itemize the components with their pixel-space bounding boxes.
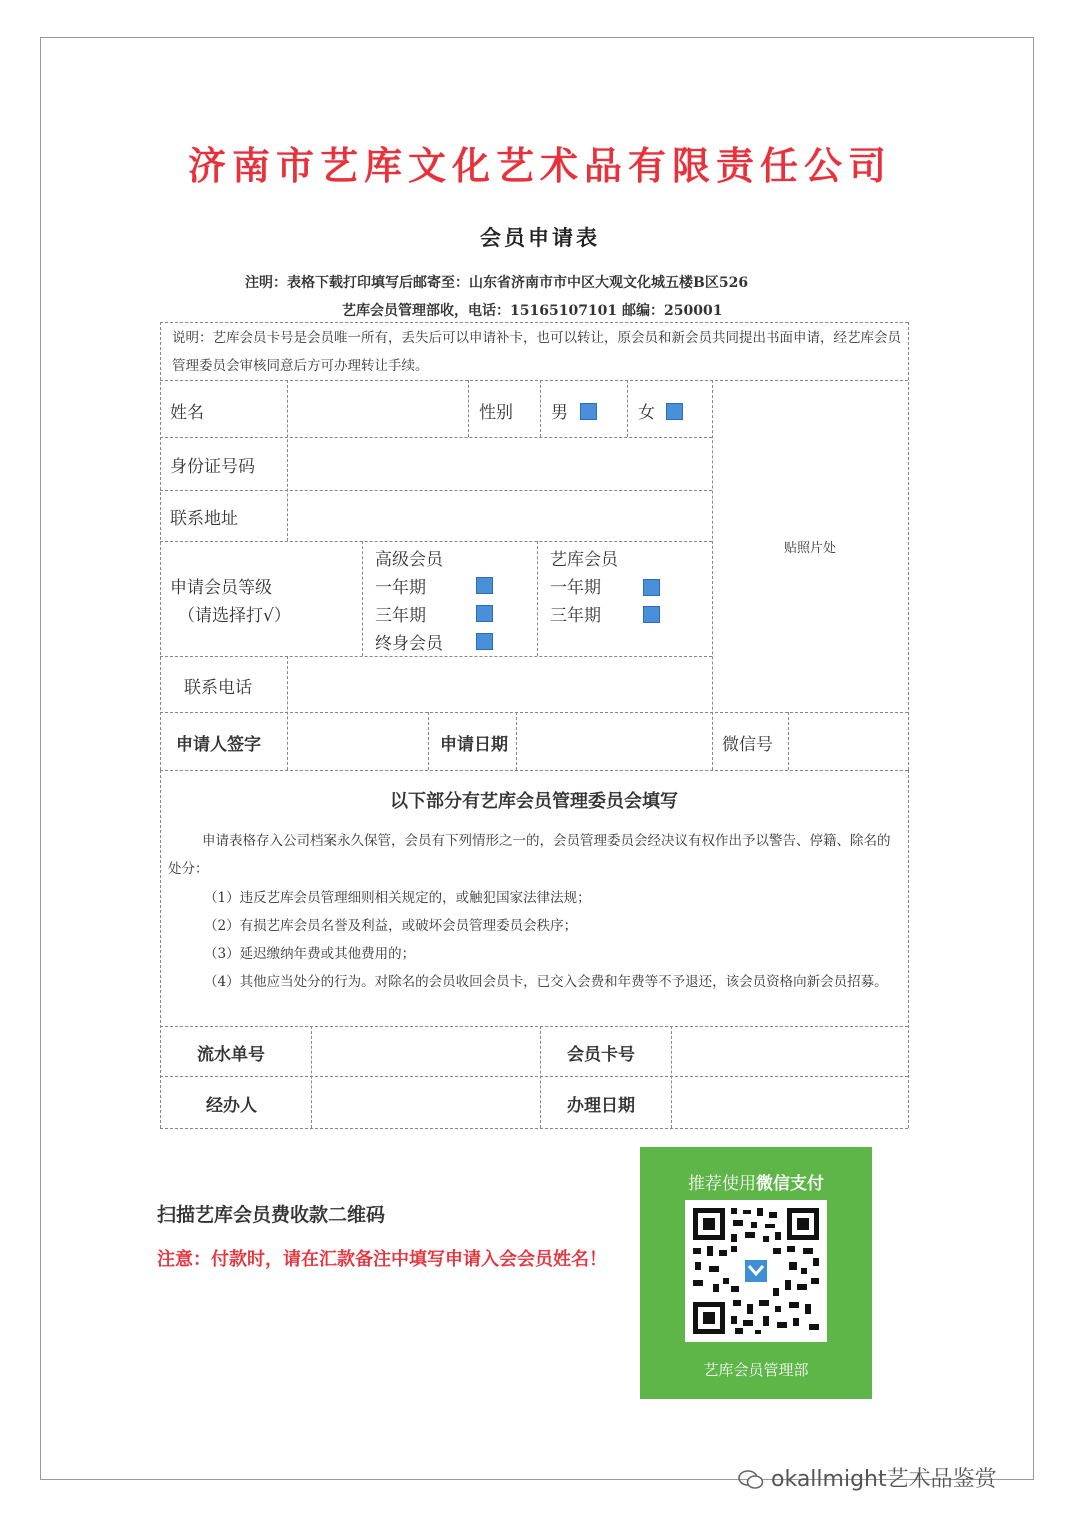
senior-member-title: 高级会员 (375, 550, 443, 570)
senior-three-year-checkbox[interactable] (476, 605, 493, 622)
female-checkbox[interactable] (666, 403, 683, 420)
senior-one-year-label: 一年期 (375, 578, 426, 598)
handler-field[interactable] (313, 1078, 538, 1126)
wechat-pay-brand: 微信支付 (756, 1174, 824, 1194)
committee-item-3: （3）延迟缴纳年费或其他费用的； (204, 946, 416, 962)
handler-label: 经办人 (206, 1096, 257, 1116)
senior-one-year-checkbox[interactable] (476, 577, 493, 594)
company-name: 济南市艺库文化艺术品有限责任公司 (187, 143, 892, 188)
yiku-three-year-label: 三年期 (550, 606, 601, 626)
senior-lifetime-label: 终身会员 (375, 634, 443, 654)
mailing-note-line2: 艺库会员管理部收，电话：15165107101 邮编：250001 (342, 303, 723, 319)
phone-label: 联系电话 (184, 678, 252, 698)
committee-paragraph: 申请表格存入公司档案永久保管，会员有下列情形之一的，会员管理委员会经决议有权作出予以警告、停籍、除名的处分： (168, 833, 891, 877)
wechat-pay-footer: 艺库会员管理部 (703, 1361, 809, 1379)
wechat-logo-icon (738, 1469, 764, 1491)
wechat-pay-header (640, 1169, 872, 1194)
scan-qr-label: 扫描艺库会员费收款二维码 (157, 1204, 386, 1226)
wechat-id-field[interactable] (790, 714, 906, 768)
committee-title: 以下部分有艺库会员管理委员会填写 (390, 791, 678, 812)
photo-area[interactable] (714, 382, 906, 710)
payment-notice: 注意：付款时，请在汇款备注中填写申请入会会员姓名！ (157, 1249, 607, 1270)
id-number-field[interactable] (290, 439, 710, 488)
signature-label: 申请人签字 (176, 735, 261, 755)
address-field[interactable] (290, 492, 710, 539)
yiku-one-year-label: 一年期 (550, 578, 601, 598)
watermark-text: okallmight艺术品鉴赏 (771, 1467, 997, 1492)
yiku-one-year-checkbox[interactable] (643, 579, 660, 596)
senior-three-year-label: 三年期 (375, 606, 426, 626)
committee-item-2: （2）有损艺库会员名誉及利益，或破坏会员管理委员会秩序； (204, 918, 578, 934)
handle-date-label: 办理日期 (567, 1096, 635, 1116)
apply-date-label: 申请日期 (440, 735, 508, 755)
senior-lifetime-checkbox[interactable] (476, 633, 493, 650)
phone-field[interactable] (290, 658, 710, 710)
watermark (738, 1462, 997, 1493)
member-level-label: 申请会员等级 (170, 578, 272, 598)
committee-item-1: （1）违反艺库会员管理细则相关规定的，或触犯国家法律法规； (204, 890, 591, 906)
name-field[interactable] (290, 382, 466, 435)
photo-area-label: 贴照片处 (784, 541, 837, 556)
serial-number-label: 流水单号 (197, 1045, 265, 1065)
qr-code-icon (685, 1200, 827, 1342)
member-level-hint: （请选择打√） (178, 606, 291, 626)
wechat-id-label: 微信号 (722, 735, 773, 755)
id-number-label: 身份证号码 (170, 457, 255, 477)
address-label: 联系地址 (170, 509, 238, 529)
male-label: 男 (551, 403, 568, 423)
wechat-pay-prefix: 推荐使用 (688, 1174, 756, 1194)
male-checkbox[interactable] (580, 403, 597, 420)
gender-label: 性别 (479, 403, 513, 423)
mailing-note-line1: 注明：表格下载打印填写后邮寄至：山东省济南市市中区大观文化城五楼B区526 (245, 275, 749, 291)
female-label: 女 (638, 403, 655, 423)
signature-field[interactable] (290, 714, 426, 768)
serial-number-field[interactable] (313, 1028, 538, 1074)
card-number-label: 会员卡号 (567, 1045, 635, 1065)
card-number-field[interactable] (673, 1028, 906, 1074)
yiku-three-year-checkbox[interactable] (643, 606, 660, 623)
wechat-pay-card (640, 1147, 872, 1399)
handle-date-field[interactable] (673, 1078, 906, 1126)
name-label: 姓名 (170, 403, 204, 423)
yiku-member-title: 艺库会员 (550, 550, 618, 570)
qr-code[interactable] (685, 1200, 827, 1342)
instruction-text: 说明：艺库会员卡号是会员唯一所有，丢失后可以申请补卡，也可以转让，原会员和新会员共同提出书面申请，经艺库会员管理委员会审核同意后方可办理转让手续。 (172, 330, 901, 374)
apply-date-field[interactable] (518, 714, 710, 768)
committee-item-4: （4）其他应当处分的行为。对除名的会员收回会员卡，已交入会费和年费等不予退还，该会员资格向新会员招募。 (204, 974, 888, 990)
form-title: 会员申请表 (480, 225, 600, 250)
